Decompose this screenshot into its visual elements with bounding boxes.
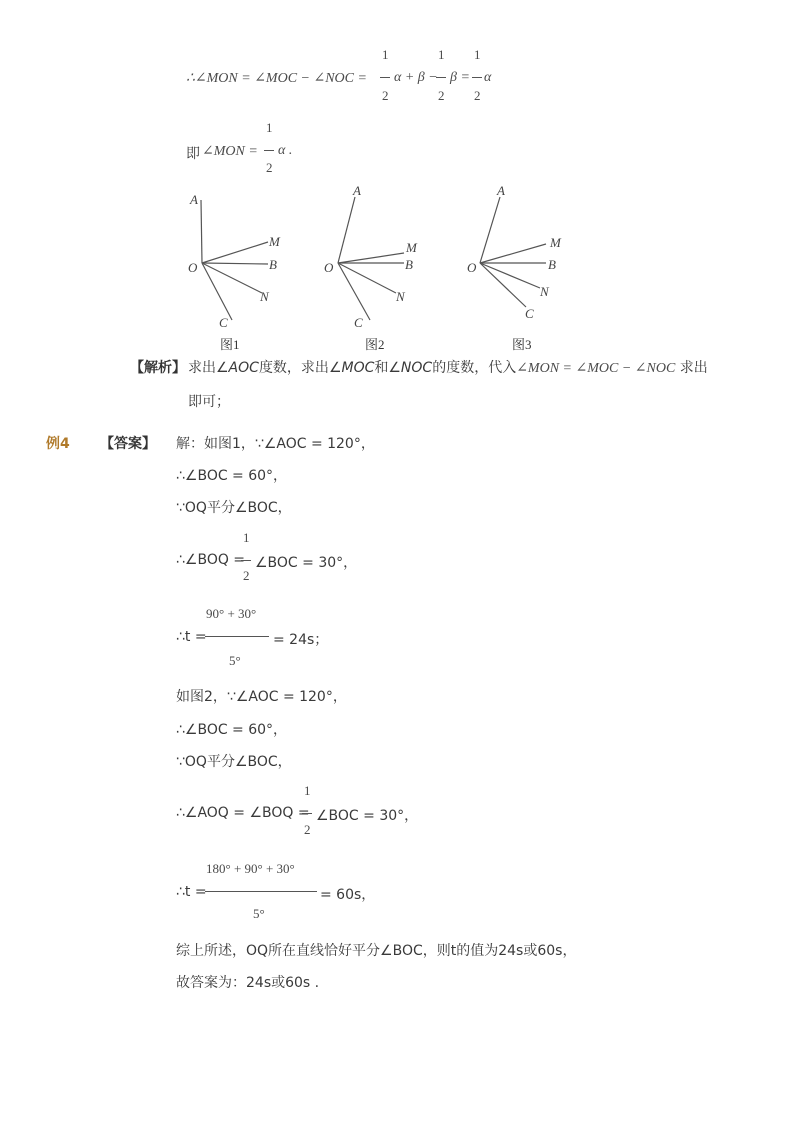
label-b: B — [269, 257, 277, 272]
solution-line: 解：如图1，∵∠AOC = 120°， — [176, 436, 375, 452]
ray-oa — [201, 200, 202, 263]
fraction-denominator: 2 — [438, 88, 445, 103]
fraction-numerator: 1 — [243, 530, 250, 545]
solution-line: ∵OQ平分∠BOC， — [176, 754, 292, 770]
fraction-bar — [205, 636, 269, 637]
fraction-numerator: 90° + 30° — [206, 606, 257, 621]
analysis-line-1 — [188, 357, 708, 377]
analysis-math: ∠NOC — [388, 360, 433, 376]
ray-on — [202, 263, 262, 293]
final-answer: 故答案为：24s或60s . — [176, 975, 320, 991]
label-m: M — [269, 234, 280, 249]
example-label: 例4 — [46, 436, 70, 452]
label-a: A — [190, 192, 198, 207]
solution-line: ∠BOC = 30°， — [316, 808, 419, 824]
label-n: N — [540, 284, 549, 299]
formula-lhs: ∴∠MON = ∠MOC − ∠NOC = — [186, 71, 367, 86]
solution-line: ∴t = — [176, 629, 207, 645]
figure-2 — [338, 197, 404, 320]
analysis-text: 和 — [374, 360, 389, 376]
formula-end: α — [484, 70, 492, 85]
label-o: O — [324, 260, 334, 275]
fraction-denominator: 2 — [304, 822, 311, 837]
formula-mid: α + β − — [394, 70, 438, 85]
fraction-numerator: 1 — [474, 47, 481, 62]
analysis-text: 的度数，代入 — [432, 360, 517, 376]
analysis-text: 求出 — [675, 360, 708, 376]
solution-line: ∴∠BOQ = — [176, 552, 246, 568]
solution-line: ∴t = — [176, 884, 207, 900]
solution-line: ∴∠AOQ = ∠BOQ = — [176, 805, 310, 821]
fraction-bar — [436, 77, 446, 78]
label-c: C — [354, 315, 363, 330]
label-o: O — [467, 260, 477, 275]
label-n: N — [396, 289, 405, 304]
fraction-denominator: 2 — [474, 88, 481, 103]
fraction-bar — [380, 77, 390, 78]
solution-line: 如图2，∵∠AOC = 120°， — [176, 689, 347, 705]
label-b: B — [405, 257, 413, 272]
label-a: A — [353, 183, 361, 198]
fraction-numerator: 1 — [304, 783, 311, 798]
fraction-denominator: 2 — [266, 160, 273, 175]
figure-1 — [201, 200, 268, 320]
solution-line: ∠BOC = 30°， — [255, 555, 358, 571]
analysis-tag: 【解析】 — [130, 360, 186, 376]
answer-tag: 【答案】 — [100, 436, 156, 452]
fraction-denominator: 2 — [243, 568, 250, 583]
angle-figures — [170, 180, 600, 355]
fraction-numerator: 1 — [438, 47, 445, 62]
label-o: O — [188, 260, 198, 275]
label-m: M — [550, 235, 561, 250]
solution-line: ∴∠BOC = 60°， — [176, 468, 288, 484]
fraction-numerator: 1 — [382, 47, 389, 62]
ray-on — [480, 263, 540, 288]
analysis-text: 度数，求出 — [258, 360, 329, 376]
analysis-text: 求出 — [188, 360, 216, 376]
fraction-bar — [264, 150, 274, 151]
analysis-line-2: 即可； — [188, 394, 230, 410]
figure-1-caption: 图1 — [220, 337, 240, 352]
figure-3-caption: 图3 — [512, 337, 532, 352]
ray-om — [480, 244, 546, 263]
analysis-math: ∠MOC — [328, 360, 375, 376]
ray-oc — [480, 263, 526, 307]
analysis-formula: ∠MON = ∠MOC − ∠NOC — [516, 361, 676, 376]
ray-ob — [202, 263, 268, 264]
fraction-numerator: 180° + 90° + 30° — [206, 861, 295, 876]
fraction-bar — [472, 77, 482, 78]
solution-summary: 综上所述，OQ所在直线恰好平分∠BOC，则t的值为24s或60s， — [176, 943, 577, 959]
fraction-numerator: 1 — [266, 120, 273, 135]
formula-end: α . — [278, 143, 293, 158]
formula-mid-2: β = — [450, 70, 470, 85]
label-c: C — [525, 306, 534, 321]
ray-oc — [202, 263, 232, 320]
fraction-bar — [205, 891, 317, 892]
analysis-math: ∠AOC — [216, 360, 259, 376]
label-a: A — [497, 183, 505, 198]
fraction-denominator: 2 — [382, 88, 389, 103]
label-n: N — [260, 289, 269, 304]
ray-oa — [338, 197, 355, 263]
solution-line: ∵OQ平分∠BOC， — [176, 500, 292, 516]
formula-lhs: ∠MON = — [202, 144, 258, 159]
fraction-denominator: 5° — [229, 653, 241, 668]
solution-line: ∴∠BOC = 60°， — [176, 722, 288, 738]
label-m: M — [406, 240, 417, 255]
label-c: C — [219, 315, 228, 330]
ray-oa — [480, 197, 500, 263]
figure-2-caption: 图2 — [365, 337, 385, 352]
figure-3 — [480, 197, 546, 307]
solution-line: = 24s； — [273, 632, 329, 648]
fraction-denominator: 5° — [253, 906, 265, 921]
ray-om — [338, 253, 404, 263]
fraction-bar — [241, 560, 251, 561]
fraction-bar — [302, 813, 312, 814]
solution-line: = 60s， — [320, 887, 376, 903]
ray-om — [202, 242, 268, 263]
label-b: B — [548, 257, 556, 272]
formula-prefix: 即 — [186, 146, 200, 162]
